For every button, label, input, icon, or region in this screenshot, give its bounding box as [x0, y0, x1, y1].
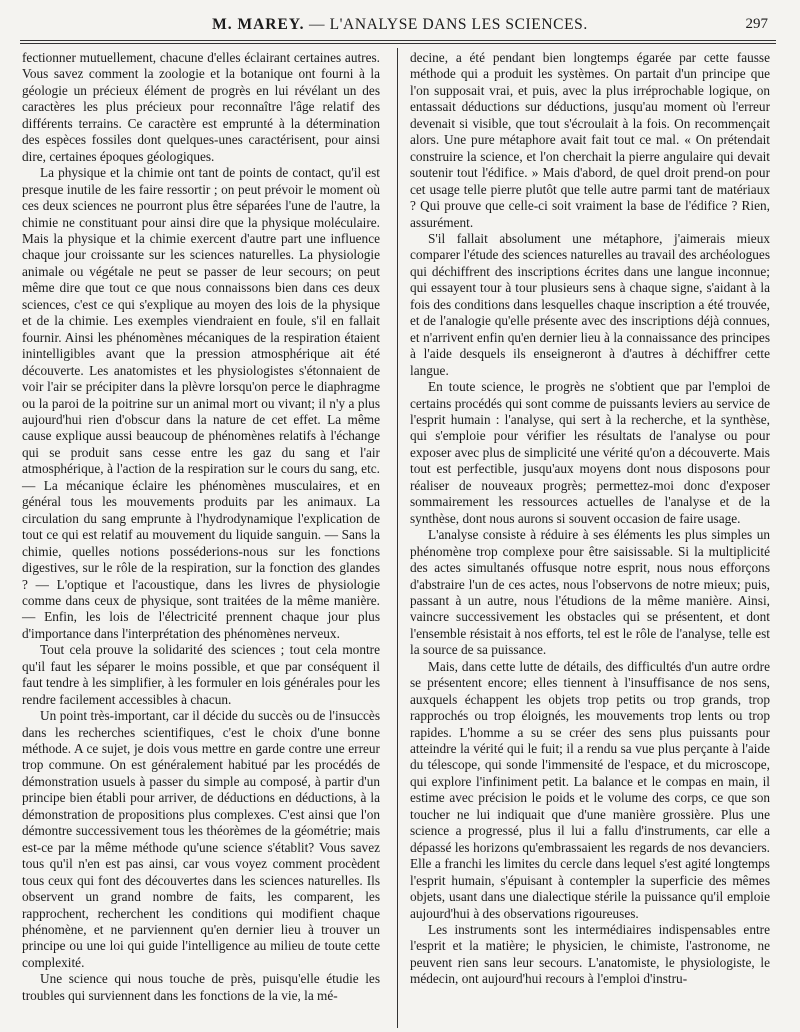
right-column	[410, 50, 770, 988]
paragraph: S'il fallait absolument une métaphore, j'aimerais mieux comparer l'étude des sciences naturelles au travail des archéologues qui déchiffrent des inscriptions écrites dans une langue inconnue; qui essayent tour à tour plusieurs sens à chaque signe, s'aidant à la fois des conditions dans lesquelles chaque inscription a été trouvée, et de l'analogie qu'elle présente avec des inscriptions déjà connues, et n'arrivent enfin qu'en dernier lieu à la connaissance des principes à l'aide desquels ils enseigneront à d'autres à déchiffrer cette langue.	[410, 230, 770, 378]
paragraph: L'analyse consiste à réduire à ses éléments les plus simples un phénomène trop complexe pour être saisissable. Si la multiplicité des actes simultanés offusque notre esprit, nous nous efforçons d'abstraire l'un de ces actes, nous l'observons de notre mieux; puis, passant à un autre, nous l'étudions de la même manière. Ainsi, vaincre successivement les obstacles qui se présentent, et dont l'ensemble résistait à nos efforts, tel est le rôle de l'analyse, telle est la source de sa puissance.	[410, 527, 770, 658]
page-number: 297	[745, 16, 768, 32]
header-rule-bottom	[20, 43, 776, 44]
column-divider	[397, 48, 398, 1028]
header-rule-top	[20, 40, 776, 41]
left-column	[22, 50, 380, 1004]
paragraph: La physique et la chimie ont tant de points de contact, qu'il est presque inutile de les faire ressortir ; on peut prévoir le moment où ces deux sciences ne pourront plus être séparées l'une de l'autre, la chimie ne constituant pour ainsi dire que la physique moléculaire. Mais la physique et la chimie exercent d'autre part une influence chaque jour croissante sur les sciences naturelles. La physiologie animale ou végétale ne peut se passer de leur secours; on peut même dire que tout ce que nous connaissons bien dans ces deux sciences, c'est ce qui s'explique au moyen des lois de la physique et de la chimie. Les exemples viendraient en foule, s'il en fallait fournir. Ainsi les phénomènes mécaniques de la respiration étaient inintelligibles avant que la pression atmosphérique ait été découverte. Les anatomistes et les physiologistes s'étonnaient de voir l'air se précipiter dans la plèvre lorsqu'on perce le diaphragme ou la paroi de la poitrine sur un animal mort ou vivant; il n'y a plus aujourd'hui rien d'obscur dans la nature de cet effet. La même cause explique aussi beaucoup de phénomènes relatifs à l'échange qui se produit sans cesse entre les gaz du sang et l'air atmosphérique, à l'action de la respiration sur le cours du sang, etc. — La mécanique éclaire les phénomènes musculaires, et en général tous les mouvements produits par les animaux. La circulation du sang emprunte à l'hydrodynamique l'explication de tout ce qui est relatif au mouvement du liquide sanguin. — Sans la chimie, quelles notions posséderions-nous sur les fonctions digestives, sur le rôle de la respiration, sur la fonction des glandes ? — L'optique et l'acoustique, dans les livres de physiologie comme dans ceux de physique, sont traitées de la même manière. — Enfin, les lois de l'électricité prennent chaque jour plus d'importance dans l'interprétation des phénomènes nerveux.	[22, 165, 380, 641]
paragraph: En toute science, le progrès ne s'obtient que par l'emploi de certains procédés qui sont comme de puissants leviers au service de l'esprit humain : l'analyse, qui sert à la recherche, et la synthèse, qui s'emploie pour vérifier les résultats de l'analyse ou pour exposer avec plus de simplicité une vérité qu'on a découverte. Mais tout est perfectible, jusqu'aux moyens dont nous disposons pour réaliser de nouveaux progrès; permettez-moi donc d'exposer sommairement les ressources actuelles de l'analyse et de la synthèse, dont nous aurons si souvent occasion de faire usage.	[410, 379, 770, 526]
header-title: L'ANALYSE DANS LES SCIENCES.	[329, 16, 588, 33]
paragraph: Mais, dans cette lutte de détails, des difficultés d'un autre ordre se présentent encore; elles tiennent à l'insuffisance de nos sens, auxquels échappent les objets trop petits ou trop grands, trop rapprochés ou trop éloignés, les mouvements trop lents ou trop rapides. L'homme a su se créer des sens plus puissants pour atteindre la vérité qui le fuit; il a rendu sa vue plus perçante à l'aide du télescope, qui sonde l'immensité de l'espace, et du microscope, qui explore l'infiniment petit. La balance et le compas en main, il estime avec précision le poids et le volume des corps, ce que son toucher ne lui indiquait que d'une manière grossière. Plus une science a progressé, plus il lui a fallu d'instruments, car elle a dépassé les horizons qu'embrassaient les regards de nos devanciers. Elle a franchi les limites du cercle dans lequel s'est agité longtemps l'esprit humain, s'épuisant à contempler la superficie des mêmes objets, usant dans une dialectique stérile la puissance qu'il emploie aujourd'hui à des observations rigoureuses.	[410, 658, 770, 921]
paragraph: Une science qui nous touche de près, puisqu'elle étudie les troubles qui surviennent dans les fonctions de la vie, la mé-	[22, 971, 380, 1003]
header-author: M. MAREY.	[212, 16, 305, 33]
paragraph: fectionner mutuellement, chacune d'elles éclairant certaines autres. Vous savez comment la zoologie et la botanique ont fourni à la géologie un précieux élément de progrès en lui révélant un des caractères les plus précieux pour reconnaître l'âge relatif des différents terrains. Ce caractère est emprunté à la détermination des espèces fossiles dont quelques-unes caractérisent, pour ainsi dire, certaines époques géologiques.	[22, 50, 380, 164]
paragraph: decine, a été pendant bien longtemps égarée par cette fausse méthode qui a produit les systèmes. On partait d'un principe que l'on supposait vrai, et puis, avec la plus irréprochable logique, on entassait déductions sur déductions, jusqu'au moment où l'erreur devenait si visible, que tout s'écroulait à la fois. On recommençait alors. Une pure métaphore avait fait tout ce mal. « On prétendait construire la science, et l'on cherchait la pierre angulaire qui devait soutenir tout l'édifice. » Mais d'abord, de quel droit prend-on pour cet usage telle pierre plutôt que telle autre parmi tant de matériaux ? Qui prouve que celle-ci soit vraiment la base de l'édifice ? Rien, assurément.	[410, 50, 770, 230]
paragraph: Les instruments sont les intermédiaires indispensables entre l'esprit et la matière; le physicien, le chimiste, l'astronome, ne peuvent rien sans leur secours. L'anatomiste, le physiologiste, le médecin, ont aujourd'hui recours à l'emploi d'instru-	[410, 922, 770, 987]
paragraph: Un point très-important, car il décide du succès ou de l'insuccès dans les recherches scientifiques, c'est le choix d'une bonne méthode. A ce sujet, je dois vous mettre en garde contre une erreur trop commune. On est généralement habitué par les procédés de démonstration usuels à passer du simple au composé, à partir d'un principe bien établi pour arriver, de déductions en déductions, à la démonstration de propositions plus complexes. C'est ainsi que l'on démontre successivement tous les théorèmes de la géométrie; mais est-ce par la même méthode qu'une science s'établit? Vous savez tous qu'il n'en est pas ainsi, car vous voyez comment procèdent tous ceux qui font des découvertes dans les sciences naturelles. Ils observent un grand nombre de faits, les comparent, les rapprochent, recherchent les conditions qui modifient chaque phénomène, et ne parviennent qu'en dernier lieu à trouver un principe ou une loi qui guide l'intelligence au milieu de toute cette complexité.	[22, 708, 380, 970]
header-separator: —	[304, 16, 330, 33]
paragraph: Tout cela prouve la solidarité des sciences ; tout cela montre qu'il faut les séparer le moins possible, et que par conséquent il faut tendre à les simplifier, à les formuler en lois générales pour les rendre facilement accessibles à chacun.	[22, 642, 380, 707]
running-title	[20, 16, 780, 34]
running-header	[20, 14, 780, 40]
